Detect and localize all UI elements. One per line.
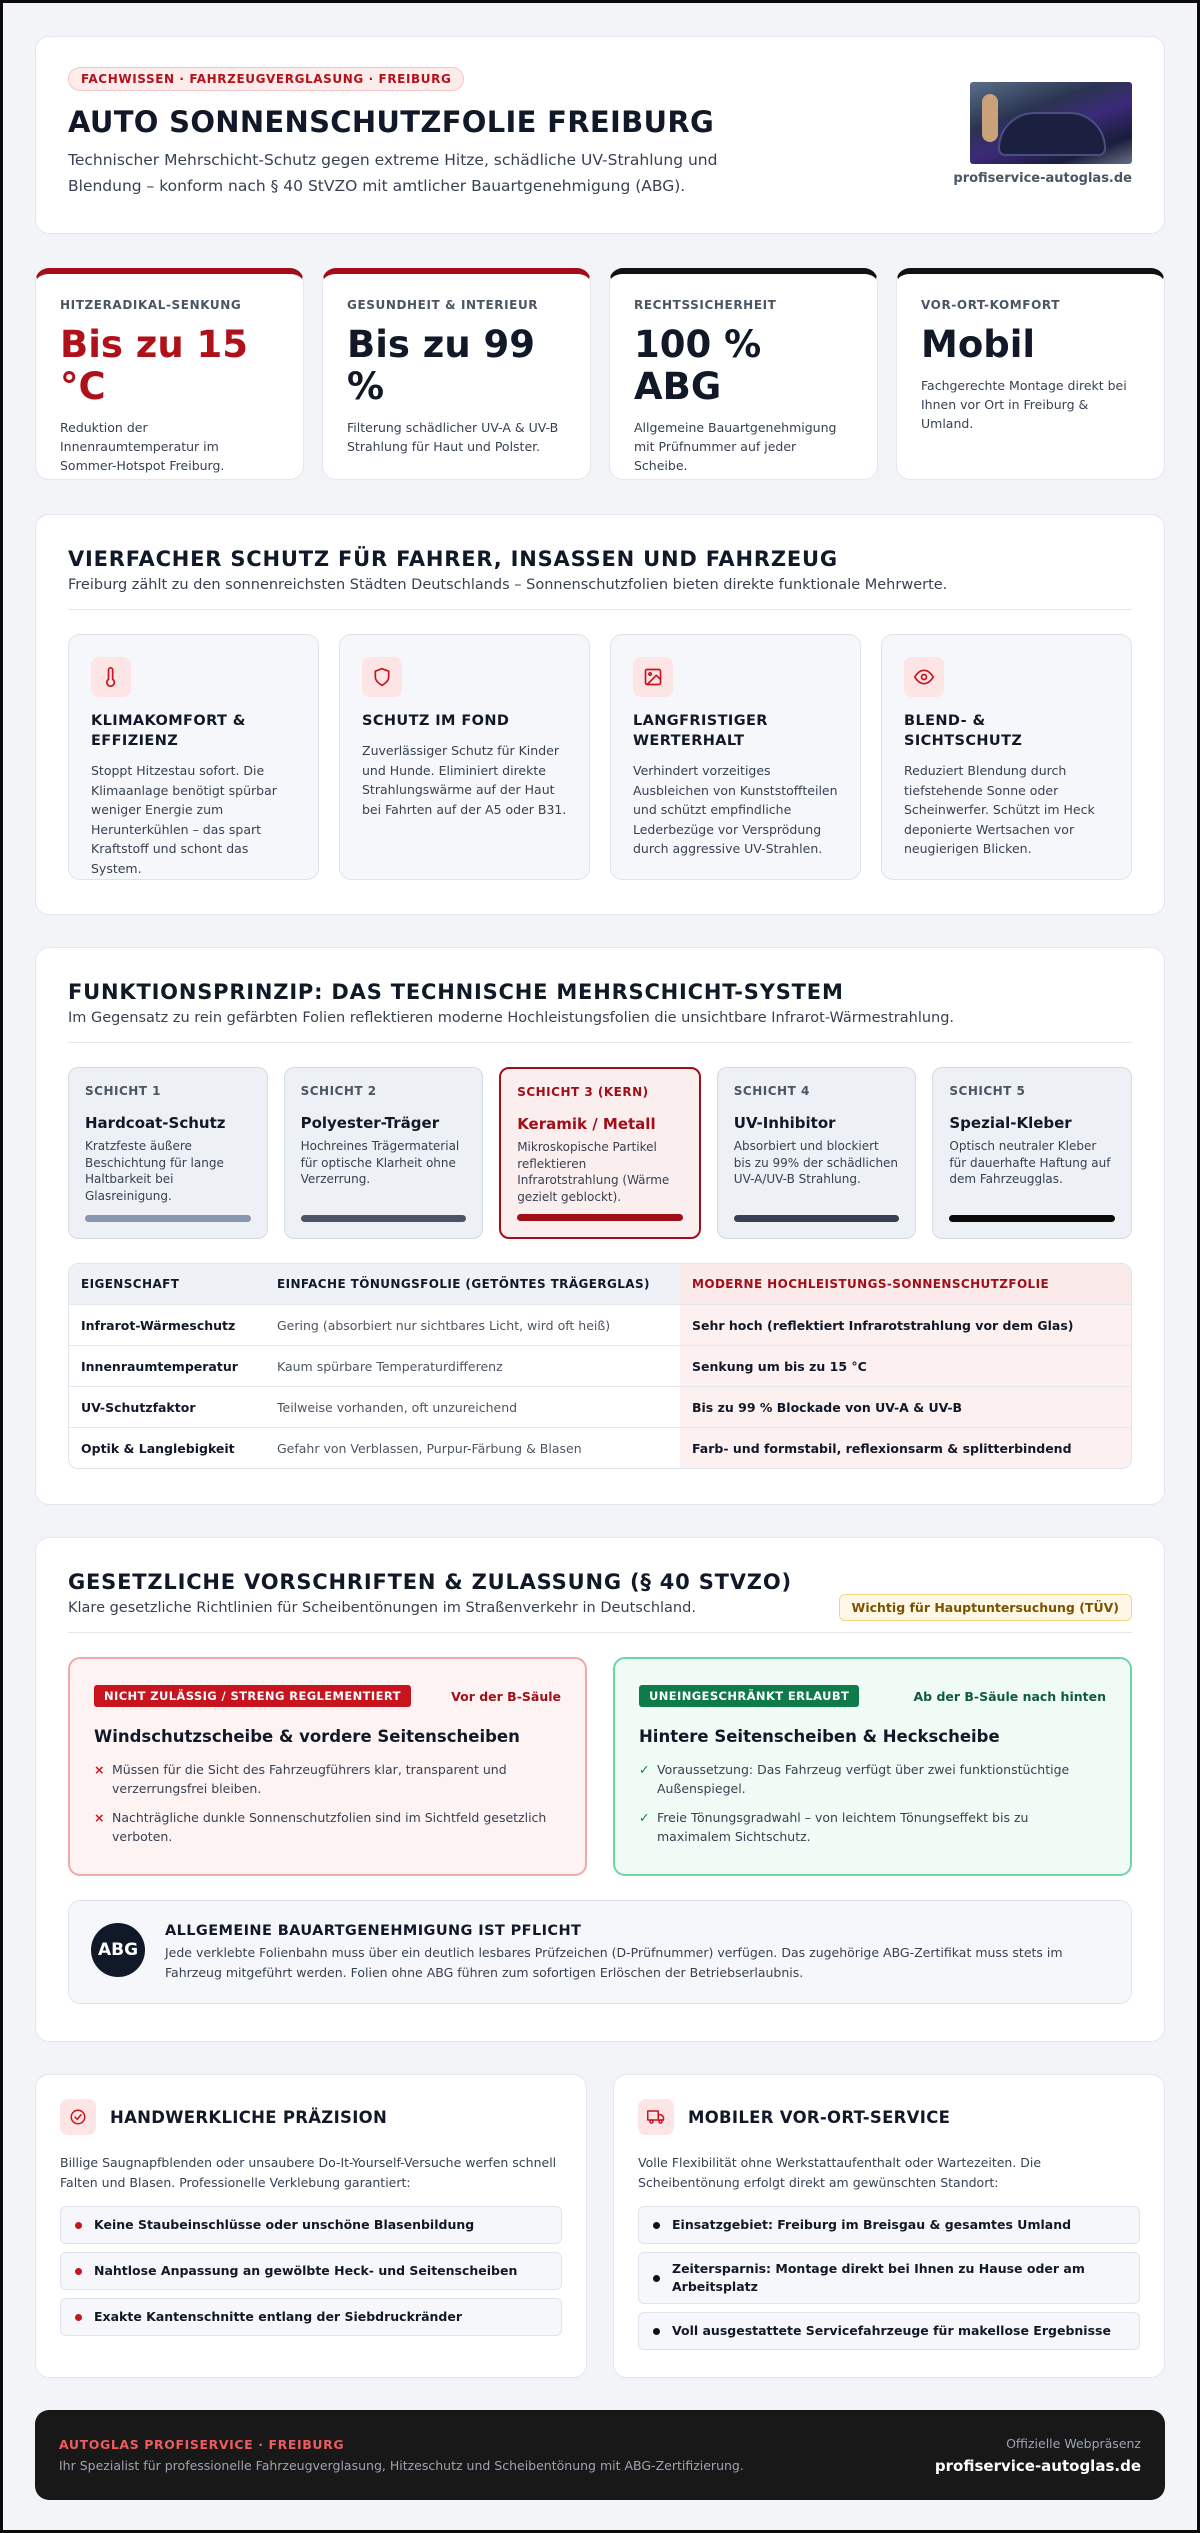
bullet-icon <box>75 2314 82 2321</box>
pillar-note: Vor der B-Säule <box>451 1688 561 1704</box>
layer-card <box>717 1067 917 1239</box>
section-title: GESETZLICHE VORSCHRIFTEN & ZULASSUNG (§ 40 STVZO) <box>68 1570 792 1594</box>
layer-desc: Mikroskopische Partikel reflektieren Infrarotstrahlung (Wärme gezielt geblockt). <box>517 1140 670 1204</box>
layer-number: SCHICHT 4 <box>733 1084 810 1098</box>
section-lead: Klare gesetzliche Richtlinien für Scheibentönungen im Straßenverkehr in Deutschland. <box>68 1600 696 1616</box>
stat-card <box>609 268 878 480</box>
layer-number: SCHICHT 3 (KERN) <box>517 1085 649 1099</box>
layer-title: Hardcoat-Schutz <box>85 1114 226 1132</box>
page-subtitle: Technischer Mehrschicht-Schutz gegen extreme Hitze, schädliche UV-Strahlung und Blendung – konform nach § 40 StVZO mit amtlicher Bauartgenehmigung (ABG). <box>68 151 718 195</box>
legal-box-title: Hintere Seitenscheiben & Heckscheibe <box>639 1727 1000 1746</box>
check-icon: ✓ <box>639 1762 650 1777</box>
card-title: HANDWERKLICHE PRÄZISION <box>110 2107 388 2127</box>
stat-label: VOR-ORT-KOMFORT <box>921 298 1060 312</box>
stat-desc: Fachgerechte Montage direkt bei Ihnen vor Ort in Freiburg & Umland. <box>921 378 1127 431</box>
layer-title: Keramik / Metall <box>517 1115 656 1133</box>
list-item <box>94 1760 561 1798</box>
not-allowed-tag: NICHT ZULÄSSIG / STRENG REGLEMENTIERT <box>94 1685 411 1707</box>
list-item-text: Keine Staubeinschlüsse oder unschöne Blasenbildung <box>94 2217 475 2232</box>
layer-desc: Optisch neutraler Kleber für dauerhafte Haftung auf dem Fahrzeugglas. <box>949 1139 1111 1186</box>
benefit-card <box>68 634 319 880</box>
benefit-title: KLIMAKOMFORT & EFFIZIENZ <box>91 713 246 749</box>
layer-bar <box>949 1215 1115 1222</box>
table-cell: Innenraumtemperatur <box>69 1345 265 1386</box>
table-cell: Kaum spürbare Temperaturdifferenz <box>265 1345 680 1386</box>
stat-label: RECHTSSICHERHEIT <box>634 298 777 312</box>
page-title: AUTO SONNENSCHUTZFOLIE FREIBURG <box>68 105 715 139</box>
table-cell: UV-Schutzfaktor <box>69 1386 265 1427</box>
layer-bar <box>734 1215 900 1222</box>
card-text: Volle Flexibilität ohne Werkstattaufenthalt oder Wartezeiten. Die Scheibentönung erfolgt direkt am gewünschten Standort: <box>638 2155 1042 2190</box>
image-icon <box>633 657 673 697</box>
list-item <box>639 1808 1106 1846</box>
abg-notice <box>68 1900 1132 2004</box>
table-row <box>69 1427 1131 1468</box>
list-item <box>638 2312 1140 2350</box>
layer-title: Polyester-Träger <box>300 1114 440 1132</box>
legal-grid <box>68 1657 1132 1876</box>
not-allowed-box <box>68 1657 587 1876</box>
list-item <box>94 1808 561 1846</box>
table-row <box>69 1304 1131 1345</box>
legal-list <box>94 1760 561 1846</box>
list-item <box>60 2298 562 2336</box>
layers-section <box>35 947 1165 1505</box>
cross-icon: × <box>94 1810 105 1825</box>
section-title: FUNKTIONSPRINZIP: DAS TECHNISCHE MEHRSCHICHT-SYSTEM <box>68 980 844 1004</box>
list-item-text: Einsatzgebiet: Freiburg im Breisgau & gesamtes Umland <box>672 2217 1072 2232</box>
list-item <box>639 1760 1106 1798</box>
comparison-table <box>68 1263 1132 1469</box>
legal-list <box>639 1760 1106 1846</box>
benefit-title: LANGFRISTIGER WERTERHALT <box>633 713 768 749</box>
stat-desc: Reduktion der Innenraumtemperatur im Sommer-Hotspot Freiburg. <box>60 420 225 473</box>
header-domain: profiservice-autoglas.de <box>953 171 1132 186</box>
page <box>3 3 1197 2530</box>
layer-bar <box>517 1214 683 1221</box>
header-card <box>35 36 1165 234</box>
list-item-text: Nachträgliche dunkle Sonnenschutzfolien sind im Sichtfeld gesetzlich verboten. <box>112 1810 547 1844</box>
stat-label: GESUNDHEIT & INTERIEUR <box>347 298 539 312</box>
table-cell: Infrarot-Wärmeschutz <box>69 1304 265 1345</box>
benefit-text: Stoppt Hitzestau sofort. Die Klimaanlage benötigt spürbar weniger Energie zum Herunterkühlen – das spart Kraftstoff und schont das System. <box>91 763 277 876</box>
stat-desc: Allgemeine Bauartgenehmigung mit Prüfnummer auf jeder Scheibe. <box>634 420 837 473</box>
card-text: Billige Saugnapfblenden oder unsaubere Do-It-Yourself-Versuche werfen schnell Falten und Blasen. Professionelle Verklebung garantiert: <box>60 2155 557 2190</box>
divider <box>68 1042 1132 1043</box>
layer-card <box>284 1067 484 1239</box>
layer-title: UV-Inhibitor <box>733 1114 836 1132</box>
section-lead: Im Gegensatz zu rein gefärbten Folien reflektieren moderne Hochleistungsfolien die unsichtbare Infrarot-Wärmestrahlung. <box>68 1010 955 1026</box>
benefit-title: SCHUTZ IM FOND <box>362 713 510 729</box>
table-row <box>69 1386 1131 1427</box>
layer-desc: Absorbiert und blockiert bis zu 99% der schädlichen UV-A/UV-B Strahlung. <box>733 1139 899 1186</box>
stat-value: Bis zu 15 °C <box>60 323 249 408</box>
cross-icon: × <box>94 1762 105 1777</box>
benefit-text: Zuverlässiger Schutz für Kinder und Hunde. Eliminiert direkte Strahlungswärme auf der Haut bei Fahrten auf der A5 oder B31. <box>362 743 567 817</box>
stat-label: HITZERADIKAL-SENKUNG <box>60 298 242 312</box>
benefit-card <box>610 634 861 880</box>
stat-value: 100 % ABG <box>634 323 762 408</box>
feature-list <box>638 2206 1140 2350</box>
table-row <box>69 1345 1131 1386</box>
check-icon: ✓ <box>639 1810 650 1825</box>
eye-icon <box>904 657 944 697</box>
check-circle-icon <box>60 2099 96 2135</box>
stat-card <box>896 268 1165 480</box>
category-pill: FACHWISSEN · FAHRZEUGVERGLASUNG · FREIBURG <box>68 67 464 91</box>
tuv-badge: Wichtig für Hauptuntersuchung (TÜV) <box>839 1594 1132 1621</box>
layer-desc: Hochreines Trägermaterial für optische Klarheit ohne Verzerrung. <box>300 1139 460 1186</box>
layer-card <box>932 1067 1132 1239</box>
benefits-grid <box>68 634 1132 880</box>
layer-card <box>68 1067 268 1239</box>
layer-number: SCHICHT 2 <box>300 1084 377 1098</box>
layer-number: SCHICHT 5 <box>949 1084 1026 1098</box>
list-item <box>638 2252 1140 2304</box>
table-cell: Sehr hoch (reflektiert Infrarotstrahlung vor dem Glas) <box>680 1304 1131 1345</box>
pillar-note: Ab der B-Säule nach hinten <box>913 1688 1106 1704</box>
truck-icon <box>638 2099 674 2135</box>
abg-text: Jede verklebte Folienbahn muss über ein deutlich lesbares Prüfzeichen (D-Prüfnummer) verfügen. Das zugehörige ABG-Zertifikat muss stets im Fahrzeug mitgeführt werden. Folien ohne ABG führen zum sofortigen Erlöschen der Betriebserlaubnis. <box>165 1945 1063 1980</box>
table-cell: Farb- und formstabil, reflexionsarm & splitterbindend <box>680 1427 1131 1468</box>
column-header: MODERNE HOCHLEISTUNGS-SONNENSCHUTZFOLIE <box>680 1264 1131 1304</box>
table-header-row <box>69 1264 1131 1304</box>
divider <box>68 1632 1132 1633</box>
column-header: EIGENSCHAFT <box>69 1264 265 1304</box>
service-photo <box>970 82 1132 164</box>
footer-domain-link[interactable]: profiservice-autoglas.de <box>934 2456 1141 2475</box>
shield-icon <box>362 657 402 697</box>
thermometer-icon <box>91 657 131 697</box>
table-cell: Optik & Langlebigkeit <box>69 1427 265 1468</box>
list-item-text: Nahtlose Anpassung an gewölbte Heck- und Seitenscheiben <box>94 2263 518 2278</box>
layer-number: SCHICHT 1 <box>85 1084 162 1098</box>
layer-desc: Kratzfeste äußere Beschichtung für lange Haltbarkeit bei Glasreinigung. <box>85 1139 224 1203</box>
precision-card <box>35 2074 587 2378</box>
benefit-text: Reduziert Blendung durch tiefstehende Sonne oder Scheinwerfer. Schützt im Heck deponierte Wertsachen vor neugierigen Blicken. <box>904 763 1095 856</box>
photo-person <box>982 94 998 142</box>
bullet-icon <box>75 2222 82 2229</box>
benefit-title: BLEND- & SICHTSCHUTZ <box>904 713 1023 749</box>
mobile-service-card <box>613 2074 1165 2378</box>
abg-badge: ABG <box>91 1923 145 1977</box>
bullet-icon <box>653 2328 660 2335</box>
layer-bar <box>85 1215 251 1222</box>
benefit-card <box>339 634 590 880</box>
table-cell: Teilweise vorhanden, oft unzureichend <box>265 1386 680 1427</box>
layer-card-core <box>499 1067 701 1239</box>
divider <box>68 609 1132 610</box>
list-item-text: Zeitersparnis: Montage direkt bei Ihnen zu Hause oder am Arbeitsplatz <box>672 2261 1085 2294</box>
section-lead: Freiburg zählt zu den sonnenreichsten Städten Deutschlands – Sonnenschutzfolien bieten direkte funktionale Mehrwerte. <box>68 577 948 593</box>
list-item <box>638 2206 1140 2244</box>
benefit-text: Verhindert vorzeitiges Ausbleichen von Kunststoffteilen und schützt empfindliche Lederbezüge vor Versprödung durch aggressive UV-Strahlen. <box>633 763 838 856</box>
list-item <box>60 2252 562 2290</box>
list-item-text: Müssen für die Sicht des Fahrzeugführers klar, transparent und verzerrungsfrei bleiben. <box>112 1762 507 1796</box>
column-header: EINFACHE TÖNUNGSFOLIE (GETÖNTES TRÄGERGLAS) <box>265 1264 680 1304</box>
stat-desc: Filterung schädlicher UV-A & UV-B Strahlung für Haut und Polster. <box>347 420 559 454</box>
list-item-text: Freie Tönungsgradwahl – von leichtem Tönungseffekt bis zu maximalem Sichtschutz. <box>657 1810 1029 1844</box>
card-title: MOBILER VOR-ORT-SERVICE <box>688 2107 951 2127</box>
list-item-text: Voll ausgestattete Servicefahrzeuge für makellose Ergebnisse <box>672 2323 1111 2338</box>
list-item <box>60 2206 562 2244</box>
benefits-section <box>35 514 1165 915</box>
table-cell: Bis zu 99 % Blockade von UV-A & UV-B <box>680 1386 1131 1427</box>
abg-title: ALLGEMEINE BAUARTGENEHMIGUNG IST PFLICHT <box>165 1923 582 1939</box>
allowed-tag: UNEINGESCHRÄNKT ERLAUBT <box>639 1685 859 1707</box>
legal-section <box>35 1537 1165 2042</box>
table-cell: Gering (absorbiert nur sichtbares Licht, wird oft heiß) <box>265 1304 680 1345</box>
footer <box>35 2410 1165 2500</box>
legal-box-title: Windschutzscheibe & vordere Seitenscheiben <box>94 1727 520 1746</box>
benefit-card <box>881 634 1132 880</box>
bullet-icon <box>75 2268 82 2275</box>
stat-value: Mobil <box>921 323 1036 366</box>
table-cell: Senkung um bis zu 15 °C <box>680 1345 1131 1386</box>
feature-list <box>60 2206 562 2336</box>
list-item-text: Voraussetzung: Das Fahrzeug verfügt über zwei funktionstüchtige Außenspiegel. <box>657 1762 1070 1796</box>
layer-bar <box>301 1215 467 1222</box>
footer-label: Offizielle Webpräsenz <box>1006 2435 1141 2451</box>
footer-brand: AUTOGLAS PROFISERVICE · FREIBURG <box>59 2437 345 2452</box>
table-cell: Gefahr von Verblassen, Purpur-Färbung & Blasen <box>265 1427 680 1468</box>
list-item-text: Exakte Kantenschnitte entlang der Siebdruckränder <box>94 2309 462 2324</box>
bullet-icon <box>653 2222 660 2229</box>
photo-car <box>998 112 1106 156</box>
stat-card <box>35 268 304 480</box>
bullet-icon <box>653 2275 660 2282</box>
service-row <box>35 2074 1165 2378</box>
footer-tagline: Ihr Spezialist für professionelle Fahrzeugverglasung, Hitzeschutz und Scheibentönung mit ABG-Zertifizierung. <box>59 2458 744 2473</box>
stat-value: Bis zu 99 % <box>347 323 536 408</box>
section-title: VIERFACHER SCHUTZ FÜR FAHRER, INSASSEN UND FAHRZEUG <box>68 547 838 571</box>
layer-title: Spezial-Kleber <box>949 1114 1072 1132</box>
stats-row <box>35 268 1165 480</box>
layers-row <box>68 1067 1132 1239</box>
allowed-box <box>613 1657 1132 1876</box>
stat-card <box>322 268 591 480</box>
